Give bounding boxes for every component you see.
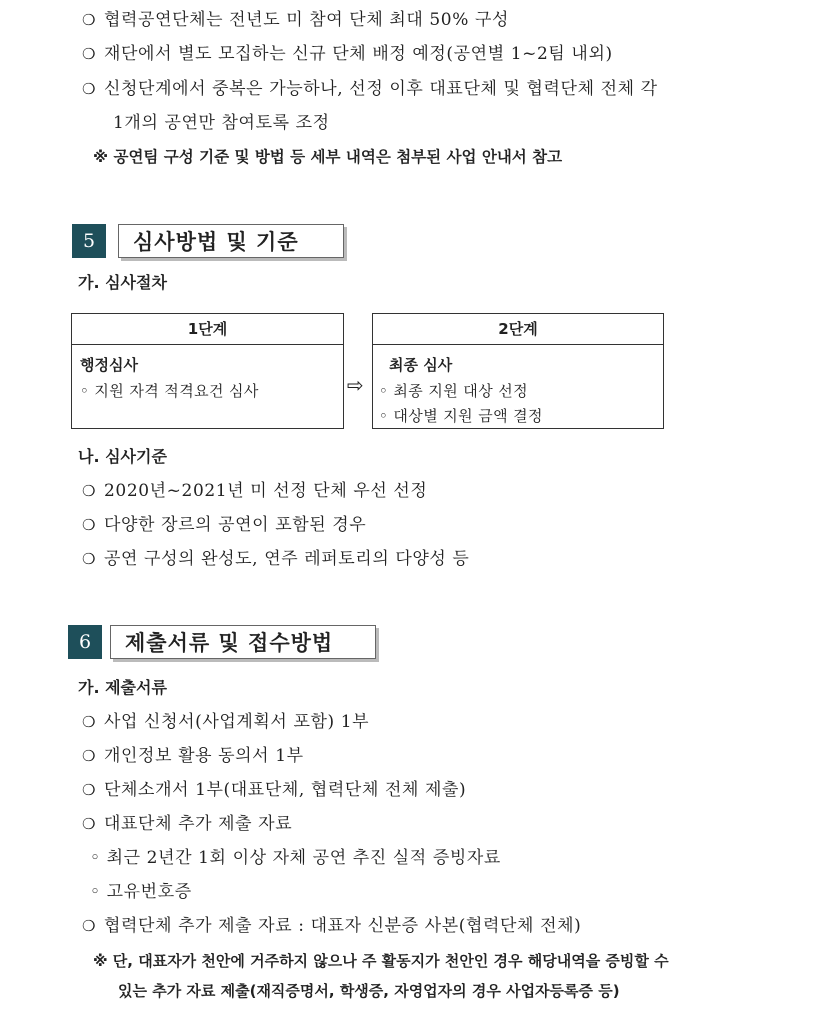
- circle-bullet-icon: ❍: [82, 80, 97, 98]
- list-item: ❍ 재단에서 별도 모집하는 신규 단체 배정 예정(공연별 1~2팀 내외): [82, 44, 613, 64]
- stage-2-item: ◦ 대상별 지원 금액 결정: [379, 407, 543, 425]
- section-title: 심사방법 및 기준: [118, 224, 344, 258]
- stage-1-header: 1단계: [72, 314, 343, 345]
- reference-note: ※ 공연팀 구성 기준 및 방법 등 세부 내역은 첨부된 사업 안내서 참고: [93, 148, 563, 166]
- circle-bullet-icon: ❍: [82, 516, 97, 534]
- stage-2-title: 최종 심사: [389, 356, 453, 374]
- list-item-continuation: 1개의 공연만 참여토록 조정: [113, 113, 330, 133]
- circle-bullet-icon: ❍: [82, 482, 97, 500]
- list-item: ❍ 신청단계에서 중복은 가능하나, 선정 이후 대표단체 및 협력단체 전체 각: [82, 79, 658, 99]
- list-item: ❍ 단체소개서 1부(대표단체, 협력단체 전체 제출): [82, 780, 467, 800]
- list-item: ❍ 공연 구성의 완성도, 연주 레퍼토리의 다양성 등: [82, 549, 470, 569]
- circle-bullet-icon: ❍: [82, 917, 97, 935]
- subsection-heading: 가. 심사절차: [78, 273, 167, 292]
- list-item: ❍ 2020년~2021년 미 선정 단체 우선 선정: [82, 481, 428, 501]
- stage-1-box: [71, 313, 344, 429]
- circle-bullet-icon: ❍: [82, 550, 97, 568]
- circle-bullet-icon: ❍: [82, 747, 97, 765]
- circle-bullet-icon: ❍: [82, 713, 97, 731]
- stage-1-title: 행정심사: [80, 356, 138, 374]
- list-item: ❍ 사업 신청서(사업계획서 포함) 1부: [82, 712, 370, 732]
- circle-bullet-icon: ❍: [82, 45, 97, 63]
- list-item: ❍ 대표단체 추가 제출 자료: [82, 814, 293, 834]
- circle-bullet-icon: ❍: [82, 781, 97, 799]
- subsection-heading: 가. 제출서류: [78, 678, 167, 697]
- sub-list-item: ◦ 최근 2년간 1회 이상 자체 공연 추진 실적 증빙자료: [90, 848, 501, 868]
- list-item: ❍ 협력공연단체는 전년도 미 참여 단체 최대 50% 구성: [82, 10, 510, 30]
- list-item: ❍ 개인정보 활용 동의서 1부: [82, 746, 304, 766]
- stage-1-item: ◦ 지원 자격 적격요건 심사: [80, 382, 259, 400]
- circle-bullet-icon: ❍: [82, 815, 97, 833]
- circle-bullet-icon: ❍: [82, 11, 97, 29]
- stage-2-header: 2단계: [373, 314, 663, 345]
- section-number: 5: [72, 224, 106, 258]
- sub-list-item: ◦ 고유번호증: [90, 882, 192, 902]
- reference-note: ※ 단, 대표자가 천안에 거주하지 않으나 주 활동지가 천안인 경우 해당내역을 증빙할 수: [93, 952, 669, 970]
- section-title: 제출서류 및 접수방법: [110, 625, 376, 659]
- reference-note-continuation: 있는 추가 자료 제출(재직증명서, 학생증, 자영업자의 경우 사업자등록증 등): [118, 982, 620, 1000]
- list-item: ❍ 협력단체 추가 제출 자료 : 대표자 신분증 사본(협력단체 전체): [82, 916, 582, 936]
- section-number: 6: [68, 625, 102, 659]
- stage-2-box: [372, 313, 664, 429]
- list-item: ❍ 다양한 장르의 공연이 포함된 경우: [82, 515, 367, 535]
- subsection-heading: 나. 심사기준: [78, 447, 167, 466]
- stage-2-item: ◦ 최종 지원 대상 선정: [379, 382, 529, 400]
- arrow-right-icon: ⇨: [347, 373, 364, 397]
